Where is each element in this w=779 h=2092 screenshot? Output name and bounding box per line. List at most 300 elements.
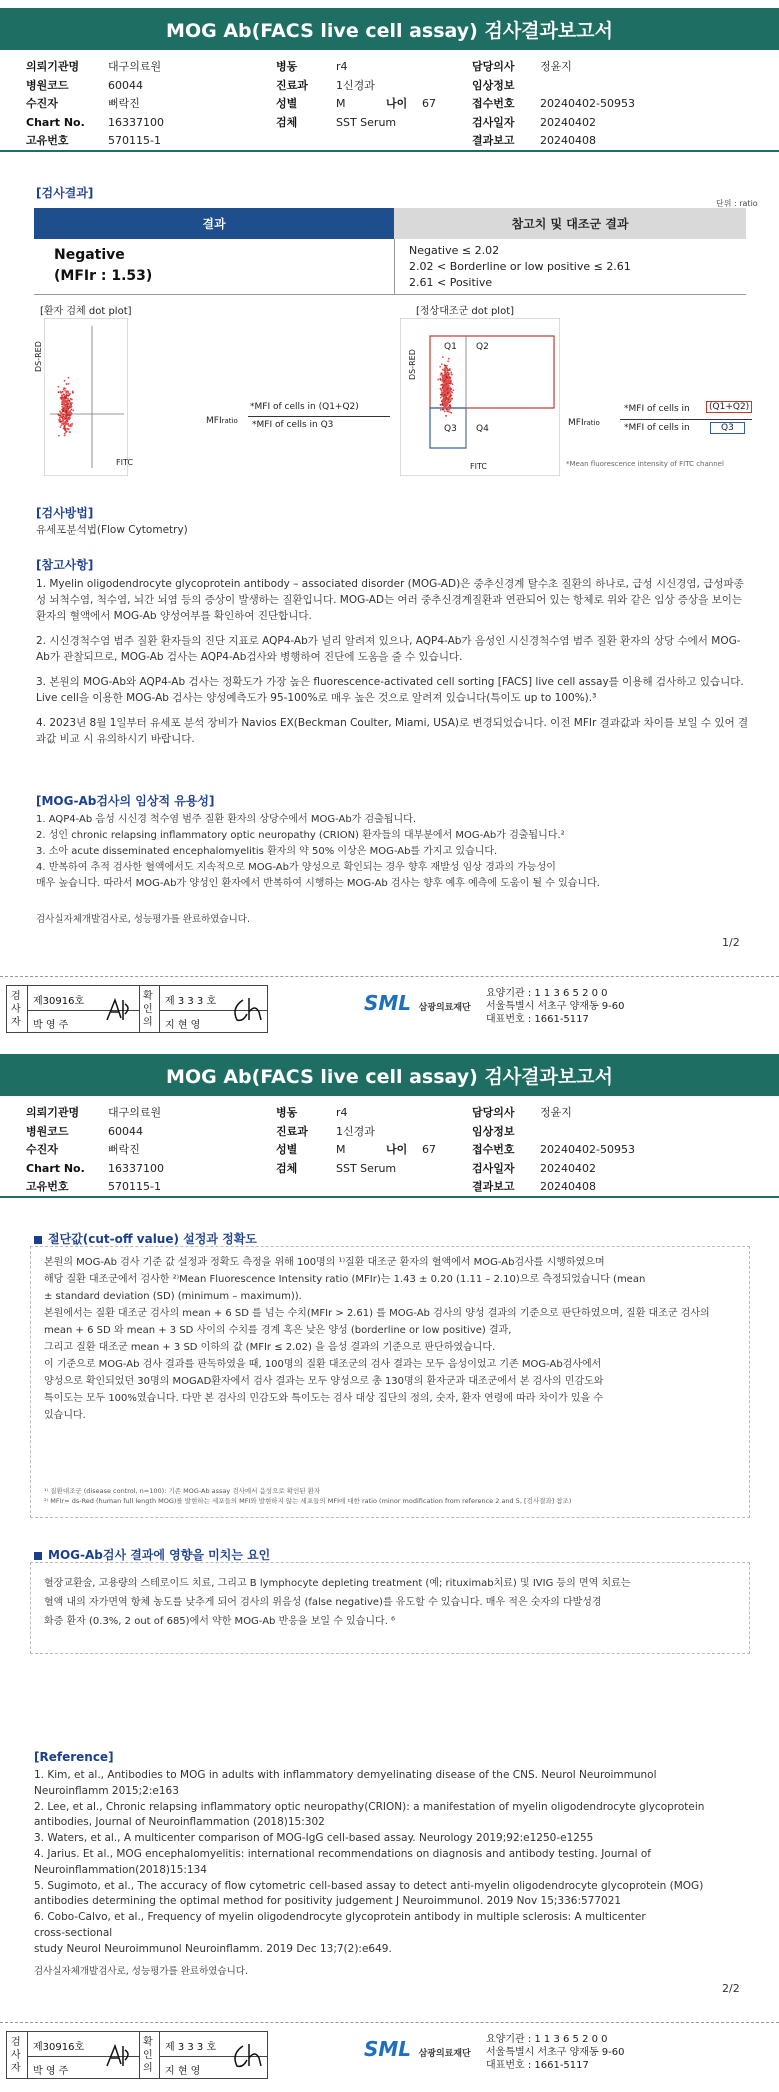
data-point (441, 384, 443, 386)
data-point (450, 391, 452, 393)
examiner-name: 박 영 주 (33, 1020, 69, 1031)
certify-text: 검사실자체개발검사로, 성능평가를 완료하였습니다. (36, 914, 250, 925)
info-label: Chart No. (26, 115, 85, 129)
data-point (445, 401, 447, 403)
info-value: 60044 (108, 1124, 143, 1138)
data-point (71, 423, 73, 425)
data-point (445, 374, 447, 376)
data-point (69, 400, 71, 402)
org-code: 요양기관 : 1 1 3 6 5 2 0 0 (486, 2034, 608, 2045)
reference-item: 2. Lee, et al., Chronic relapsing inflammatory optic neuropathy(CRION): a manifestation of myelin oligodendrocyte glycoprotein (34, 1800, 705, 1813)
data-point (440, 409, 442, 411)
data-point (451, 374, 453, 376)
result-mfir: (MFIr : 1.53) (54, 268, 153, 284)
data-point (63, 398, 65, 400)
reference-item: study Neurol Neuroimmunol Neuroinflamm. 2019 Dec 13;7(2):e649. (34, 1942, 392, 1955)
data-point (68, 418, 70, 420)
result-col-header: 결과 (34, 208, 394, 239)
data-point (449, 401, 451, 403)
reference-item: Neuroinflamm 2015;2:e163 (34, 1784, 179, 1797)
info-col-1 (26, 58, 164, 151)
reference-line: 2.02 < Borderline or low positive ≤ 2.61 (409, 260, 631, 273)
sml-logo-icon: SML (364, 2037, 412, 2061)
examiner-license: 제30916호 (33, 2042, 85, 2053)
data-point (64, 417, 66, 419)
data-point (449, 404, 451, 406)
data-point (448, 377, 450, 379)
unit-label: 단위 : ratio (716, 199, 758, 208)
factor-line: 혈액 내의 자가면역 항체 농도를 낮추게 되어 검사의 위음성 (false negative)를 유도할 수 있습니다. 매우 적은 숫자의 다발성경 (44, 1597, 602, 1608)
data-point (64, 380, 66, 382)
info-label: 나이 (386, 97, 408, 111)
cutoff-footnotes (44, 1486, 744, 1506)
info-label: 의뢰기관명 (26, 60, 80, 73)
info-value: M (336, 97, 346, 111)
quadrant-q3-label: Q3 (444, 424, 457, 434)
data-point (65, 403, 67, 405)
info-value: 570115-1 (108, 134, 161, 148)
info-value: SST Serum (336, 1161, 397, 1175)
info-value: 67 (422, 97, 436, 111)
data-point (449, 408, 451, 410)
data-point (452, 383, 454, 385)
org-code: 요양기관 : 1 1 3 6 5 2 0 0 (486, 988, 608, 999)
data-point (63, 389, 65, 391)
data-point (60, 412, 62, 414)
org-name: 삼광의료재단 (418, 2049, 471, 2059)
control-y-axis-label: DS-RED (408, 349, 417, 380)
data-point (446, 409, 448, 411)
data-point (447, 360, 449, 362)
data-point (68, 395, 70, 397)
reference-item: Neuroinflammation(2018)15:134 (34, 1863, 207, 1876)
notes-title: [참고사항] (36, 558, 94, 572)
mfi-sub: ratio (583, 419, 600, 427)
data-point (437, 379, 439, 381)
data-point (69, 431, 71, 433)
info-col-3 (472, 58, 635, 151)
data-point (448, 391, 450, 393)
fraction-line (620, 419, 752, 420)
data-point (440, 394, 442, 396)
cutoff-title (34, 1230, 257, 1247)
list-item: 매우 높습니다. 따라서 MOG-Ab가 양성인 환자에서 반복하여 시행하는 MOG-Ab 검사는 향후 예후 예측에 도움이 될 수 있습니다. (36, 878, 600, 889)
data-point (444, 364, 446, 366)
clinical-utility-title: [MOG-Ab검사의 임상적 유용성] (36, 794, 215, 808)
mfi-denominator-q3: Q3 (710, 422, 745, 434)
footnote: ²⁾ MFIr= ds-Red (human full length MOG)를 발현하는 세포들의 MFI와 발현하지 않는 세포들의 MFI에 대한 ratio (minor modification from reference 2 and 5, [검사결과] 참조) (44, 1497, 572, 1505)
data-point (440, 374, 442, 376)
patient-info (0, 1100, 779, 1198)
clinical-utility-list (36, 812, 756, 892)
data-point (64, 429, 66, 431)
info-label: 검사일자 (472, 115, 515, 129)
data-point (61, 394, 63, 396)
method-title: [검사방법] (36, 506, 94, 520)
mfi-formula-control (568, 418, 600, 428)
data-point (440, 388, 442, 390)
data-point (65, 406, 67, 408)
reference-col-header: 참고치 및 대조군 결과 (394, 208, 746, 239)
data-point (440, 397, 442, 399)
data-point (68, 408, 70, 410)
info-value: 20240408 (540, 1180, 596, 1194)
data-point (449, 393, 451, 395)
info-label: 접수번호 (472, 1143, 515, 1157)
data-point (63, 396, 65, 398)
footer (0, 2022, 779, 2084)
note-paragraph: 4. 2023년 8월 1일부터 유세포 분석 장비가 Navios EX(Beckman Coulter, Miami, USA)로 변경되었습니다. 이전 MFIr 결과값과 차이를 보일 수 있어 결과값 비교 시 유의하시기 바랍니다. (36, 717, 749, 745)
patient-y-axis-label: DS-RED (34, 341, 43, 372)
examiner-license: 제30916호 (33, 996, 85, 1007)
org-address: 서울특별시 서초구 양재동 9-60 (486, 2047, 625, 2058)
mfi-numerator-q1q2: (Q1+Q2) (706, 401, 752, 413)
info-label: 성별 (276, 1143, 298, 1157)
info-label: 검사일자 (472, 1161, 515, 1175)
info-label: 수진자 (26, 1143, 58, 1157)
data-point (444, 405, 446, 407)
data-point (448, 375, 450, 377)
data-point (71, 425, 73, 427)
info-value: 20240402 (540, 1161, 596, 1175)
info-label: 임상정보 (472, 78, 515, 92)
reference-title: [Reference] (34, 1750, 114, 1764)
data-point (448, 358, 450, 360)
data-point (441, 363, 443, 365)
data-point (65, 397, 67, 399)
data-point (69, 406, 71, 408)
cutoff-line: 본원의 MOG-Ab 검사 기준 값 설정과 정확도 측정을 위해 100명의 ¹⁾질환 대조군 환자의 혈액에서 MOG-Ab검사를 시행하였으며 (44, 1257, 605, 1268)
org-logo (364, 2037, 471, 2061)
data-point (445, 370, 447, 372)
data-point (443, 394, 445, 396)
cutoff-line: 본원에서는 질환 대조군 검사의 mean + 6 SD 를 넘는 수치(MFIr > 2.61) 를 MOG-Ab 검사의 양성 결과의 기준으로 판단하였으며, 질환 대조군 검사의 mean + 6 SD 와 mean + 3 SD 사이의 수치를 경계 혹은 낮은 양성 (borderline or low positive) 결과, (44, 1308, 710, 1336)
data-point (66, 400, 68, 402)
reference-item: 3. Waters, et al., A multicenter comparison of MOG-IgG cell-based assay. Neurology 2019;92:e1250-e1255 (34, 1832, 594, 1845)
cutoff-line: 특이도는 모두 100%였습니다. 다만 본 검사의 민감도와 특이도는 검사 대상 집단의 정의, 숫자, 환자 연령에 따라 차이가 있을 수 (44, 1393, 604, 1404)
notes-body (36, 576, 750, 756)
data-point (72, 410, 74, 412)
data-point (63, 394, 65, 396)
data-point (444, 376, 446, 378)
cutoff-line: 그리고 질환 대조군 mean + 3 SD 이하의 값 (MFIr ≤ 2.02) 을 음성 결과의 기준으로 판단하였습니다. (44, 1342, 496, 1353)
data-point (447, 406, 449, 408)
data-point (62, 422, 64, 424)
info-label: 고유번호 (26, 1180, 69, 1194)
data-point (66, 410, 68, 412)
data-point (447, 397, 449, 399)
info-label: 병원코드 (26, 1124, 69, 1138)
data-point (66, 394, 68, 396)
data-point (444, 380, 446, 382)
info-label: Chart No. (26, 1161, 85, 1175)
data-point (59, 419, 61, 421)
result-section-title: [검사결과] (36, 186, 94, 200)
data-point (446, 365, 448, 367)
cutoff-line: 양성으로 확인되었던 30명의 MOGAD환자에서 검사 결과는 모두 양성으로 총 130명의 환자군과 대조군에서 본 검사의 민감도와 (44, 1376, 604, 1387)
data-point (67, 391, 69, 393)
info-value: 1신경과 (336, 1124, 375, 1138)
patient-info (0, 54, 779, 152)
info-value: 대구의료원 (108, 1106, 162, 1119)
data-point (447, 388, 449, 390)
data-point (445, 384, 447, 386)
data-point (446, 390, 448, 392)
data-point (448, 385, 450, 387)
reference-line: 2.61 < Positive (409, 276, 493, 289)
mfi-prefix: MFI (206, 416, 222, 426)
data-point (60, 391, 62, 393)
data-point (444, 411, 446, 413)
reference-item: 6. Cobo-Calvo, et al., Frequency of myelin oligodendrocyte glycoprotein antibody in multiple sclerosis: A multicenter (34, 1911, 646, 1924)
data-point (68, 383, 70, 385)
cutoff-line: 이 기준으로 MOG-Ab 검사 결과를 판독하였을 때, 100명의 질환 대조군의 검사 결과는 모두 음성이었고 기존 MOG-Ab검사에서 (44, 1359, 602, 1370)
reference-list (34, 1768, 754, 1958)
quadrant-q2-label: Q2 (476, 342, 489, 352)
data-point (64, 414, 66, 416)
plot-frame (44, 318, 128, 476)
factor-title (34, 1546, 270, 1563)
info-label: 결과보고 (472, 1180, 515, 1194)
data-point (64, 424, 66, 426)
confirmer-label: 확인의 (143, 991, 153, 1028)
data-point (64, 433, 66, 435)
data-point (445, 406, 447, 408)
data-point (66, 392, 68, 394)
data-point (62, 419, 64, 421)
data-point (66, 428, 68, 430)
org-phone: 대표번호 : 1661-5117 (486, 1014, 589, 1025)
factor-line: 화증 환자 (0.3%, 2 out of 685)에서 약한 MOG-Ab 반응을 보일 수 있습니다. ⁶ (44, 1616, 396, 1627)
data-point (70, 412, 72, 414)
signature-box (6, 2031, 268, 2079)
mfi-formula-patient (206, 416, 238, 426)
confirmer-license: 제 3 3 3 호 (165, 2042, 217, 2053)
confirmer-name: 지 현 영 (165, 2066, 201, 2077)
data-point (67, 417, 69, 419)
data-point (68, 428, 70, 430)
control-x-axis-label: FITC (470, 462, 487, 471)
list-item: 1. AQP4-Ab 음성 시신경 척수염 범주 질환 환자의 상당수에서 MOG-Ab가 검출됩니다. (36, 814, 416, 825)
data-point (443, 392, 445, 394)
data-point (65, 408, 67, 410)
mfi-denominator-text: *MFI of cells in (624, 423, 690, 433)
info-label: 고유번호 (26, 134, 69, 148)
square-bullet-icon (34, 1236, 42, 1244)
list-item: 3. 소아 acute disseminated encephalomyelitis 환자의 약 50% 이상은 MOG-Ab를 가지고 있습니다. (36, 846, 498, 857)
note-paragraph: 3. 본원의 MOG-Ab와 AQP4-Ab 검사는 정확도가 가장 높은 fluorescence-activated cell sorting [FACS] live cell assay를 이용해 검사하고 있습니다. Live cell을 이용한 MOG-Ab 검사는 양성예측도가 95-100%로 매우 높은 것으로 알려져 있습니다(특이도 up to 100%).³ (36, 676, 744, 704)
info-value: 20240402-50953 (540, 97, 635, 111)
data-point (63, 427, 65, 429)
cutoff-line: ± standard deviation (SD) (minimum – maximum)). (44, 1291, 302, 1302)
info-label: 병동 (276, 1106, 298, 1119)
data-point (442, 380, 444, 382)
note-paragraph: 1. Myelin oligodendrocyte glycoprotein antibody – associated disorder (MOG-AD)은 중추신경계 탈수초 질환의 하나로, 급성 시신경염, 급성파종성 뇌척수염, 척수염, 뇌간 뇌염 등의 증상이 발생하는 질환입니다. MOG-AD는 여러 중추신경계질환과 연관되어 있는 항체로 위와 같은 임상 증상을 보이는 환자의 혈액에서 MOG-Ab 양성여부를 확인하여 진단합니다. (36, 578, 744, 622)
reference-item: antibodies, Journal of Neuroinflammation (2018)15:302 (34, 1816, 325, 1829)
info-value: r4 (336, 60, 348, 73)
info-value: 570115-1 (108, 1180, 161, 1194)
page-number: 2/2 (722, 1982, 740, 1995)
report-title: MOG Ab(FACS live cell assay) 검사결과보고서 (0, 8, 779, 50)
data-point (451, 412, 453, 414)
data-point (444, 378, 446, 380)
factor-line: 혈장교환술, 고용량의 스테로이드 치료, 그리고 B lymphocyte depleting treatment (예; rituximab치료) 및 IVIG 등의 면역 치료는 (44, 1578, 631, 1589)
reference-item: antibodies determining the optimal method for positivity judgement J Neuroimmunol. 2019 Nov 15;336:577021 (34, 1895, 622, 1908)
info-value: SST Serum (336, 115, 397, 129)
confirmer-name: 지 현 영 (165, 1020, 201, 1031)
sml-logo-icon: SML (364, 991, 412, 1015)
square-bullet-icon (34, 1552, 42, 1560)
info-value: 20240402 (540, 115, 596, 129)
info-value: 67 (422, 1143, 436, 1157)
data-point (61, 417, 63, 419)
info-value: M (336, 1143, 346, 1157)
info-label: 접수번호 (472, 97, 515, 111)
mfi-numerator-text: *MFI of cells in (624, 404, 690, 414)
cutoff-line: 해당 질환 대조군에서 검사한 ²⁾Mean Fluorescence Intensity ratio (MFIr)는 1.43 ± 0.20 (1.11 – 2.10)으로 측정되었습니다 (mean (44, 1274, 646, 1285)
info-label: 병동 (276, 60, 298, 73)
data-point (442, 409, 444, 411)
data-point (445, 381, 447, 383)
data-point (442, 399, 444, 401)
org-phone: 대표번호 : 1661-5117 (486, 2060, 589, 2071)
data-point (65, 423, 67, 425)
result-value: Negative (54, 247, 125, 263)
list-item: 2. 성인 chronic relapsing inflammatory optic neuropathy (CRION) 환자들의 대부분에서 MOG-Ab가 검출됩니다.² (36, 830, 565, 841)
data-point (446, 404, 448, 406)
data-point (445, 379, 447, 381)
confirmer-label: 확인의 (143, 2037, 153, 2074)
page-number: 1/2 (722, 936, 740, 949)
list-item: 4. 반복하여 추적 검사한 혈액에서도 지속적으로 MOG-Ab가 양성으로 확인되는 경우 향후 재발성 임상 경과의 가능성이 (36, 862, 556, 873)
data-point (444, 396, 446, 398)
fraction-line (248, 416, 390, 417)
report-page-2 (0, 1046, 779, 2092)
confirmer-license: 제 3 3 3 호 (165, 996, 217, 1007)
info-value: r4 (336, 1106, 348, 1119)
data-point (449, 382, 451, 384)
data-point (449, 396, 451, 398)
reference-line: Negative ≤ 2.02 (409, 244, 500, 257)
data-point (447, 369, 449, 371)
examiner-signature (103, 994, 135, 1026)
data-point (69, 415, 71, 417)
data-point (57, 386, 59, 388)
result-table (34, 208, 746, 295)
confirmer-signature (229, 2040, 265, 2072)
info-value: 정윤지 (540, 1106, 572, 1119)
info-label: 의뢰기관명 (26, 1106, 80, 1119)
data-point (440, 379, 442, 381)
data-point (70, 398, 72, 400)
data-point (70, 426, 72, 428)
cutoff-body (44, 1254, 740, 1424)
factor-title-text: MOG-Ab검사 결과에 영향을 미치는 요인 (48, 1548, 271, 1562)
data-point (447, 392, 449, 394)
info-label: 진료과 (276, 1124, 308, 1138)
org-name: 삼광의료재단 (418, 1003, 471, 1013)
data-point (64, 401, 66, 403)
info-value: 20240408 (540, 134, 596, 148)
reference-item: 1. Kim, et al., Antibodies to MOG in adults with inflammatory demyelinating disease of the CNS. Neurol Neuroimmunol (34, 1769, 657, 1781)
data-point (58, 435, 60, 437)
info-label: 임상정보 (472, 1124, 515, 1138)
info-value: 대구의료원 (108, 60, 162, 73)
info-label: 성별 (276, 97, 298, 111)
mfi-sub: ratio (221, 417, 238, 425)
data-point (66, 383, 68, 385)
info-col-2 (276, 58, 436, 132)
info-label: 나이 (386, 1143, 408, 1157)
data-point (443, 388, 445, 390)
data-point (58, 391, 60, 393)
info-value: 뻐락진 (108, 1143, 140, 1157)
patient-x-axis-label: FITC (116, 458, 133, 467)
confirmer-signature (229, 994, 265, 1026)
control-plot-label: [정상대조군 dot plot] (416, 306, 515, 317)
data-point (451, 398, 453, 400)
certify-text: 검사실자체개발검사로, 성능평가를 완료하였습니다. (34, 1966, 248, 1977)
note-paragraph: 2. 시신경척수염 범주 질환 환자들의 진단 지표로 AQP4-Ab가 널리 알려져 있으나, AQP4-Ab가 음성인 시신경척수염 범주 질환 환자의 상당 수에서 MOG-Ab가 관찰되므로, MOG-Ab 검사는 AQP4-Ab검사와 병행하여 진단에 도움을 줄 수 있습니다. (36, 635, 741, 663)
org-address: 서울특별시 서초구 양재동 9-60 (486, 1001, 625, 1012)
data-point (71, 409, 73, 411)
data-point (439, 366, 441, 368)
patient-scatter (44, 318, 128, 476)
report-title: MOG Ab(FACS live cell assay) 검사결과보고서 (0, 1054, 779, 1096)
org-info (486, 2033, 625, 2072)
info-value: 60044 (108, 78, 143, 92)
method-text: 유세포분석법(Flow Cytometry) (36, 524, 188, 536)
data-point (442, 369, 444, 371)
data-point (60, 426, 62, 428)
info-value: 정윤지 (540, 60, 572, 73)
reference-item: 5. Sugimoto, et al., The accuracy of flow cytometric cell-based assay to detect anti-myelin oligodendrocyte glycoprotein (MOG) (34, 1879, 704, 1892)
quadrant-q1-label: Q1 (444, 342, 457, 352)
org-info (486, 987, 625, 1026)
mfi-denominator: *MFI of cells in Q3 (252, 420, 334, 430)
data-point (68, 377, 70, 379)
info-label: 담당의사 (472, 1106, 515, 1119)
data-point (448, 372, 450, 374)
mean-note: *Mean fluorescence intensity of FITC channel (566, 460, 724, 468)
data-point (442, 407, 444, 409)
data-point (440, 404, 442, 406)
data-point (63, 404, 65, 406)
info-value: 20240402-50953 (540, 1143, 635, 1157)
data-point (64, 435, 66, 437)
info-value: 16337100 (108, 115, 164, 129)
info-value: 뻐락진 (108, 97, 140, 111)
info-label: 수진자 (26, 97, 58, 111)
data-point (71, 402, 73, 404)
data-point (65, 431, 67, 433)
info-label: 결과보고 (472, 134, 515, 148)
info-label: 병원코드 (26, 78, 69, 92)
org-logo (364, 991, 471, 1015)
data-point (63, 406, 65, 408)
data-point (444, 382, 446, 384)
data-point (452, 389, 454, 391)
reference-item: cross-sectional (34, 1926, 113, 1939)
data-point (63, 422, 65, 424)
data-point (445, 415, 447, 417)
quadrant-q4-label: Q4 (476, 424, 489, 434)
footer (0, 976, 779, 1038)
data-point (444, 368, 446, 370)
data-point (450, 372, 452, 374)
mfi-numerator: *MFI of cells in (Q1+Q2) (250, 402, 359, 412)
info-label: 검체 (276, 115, 298, 129)
